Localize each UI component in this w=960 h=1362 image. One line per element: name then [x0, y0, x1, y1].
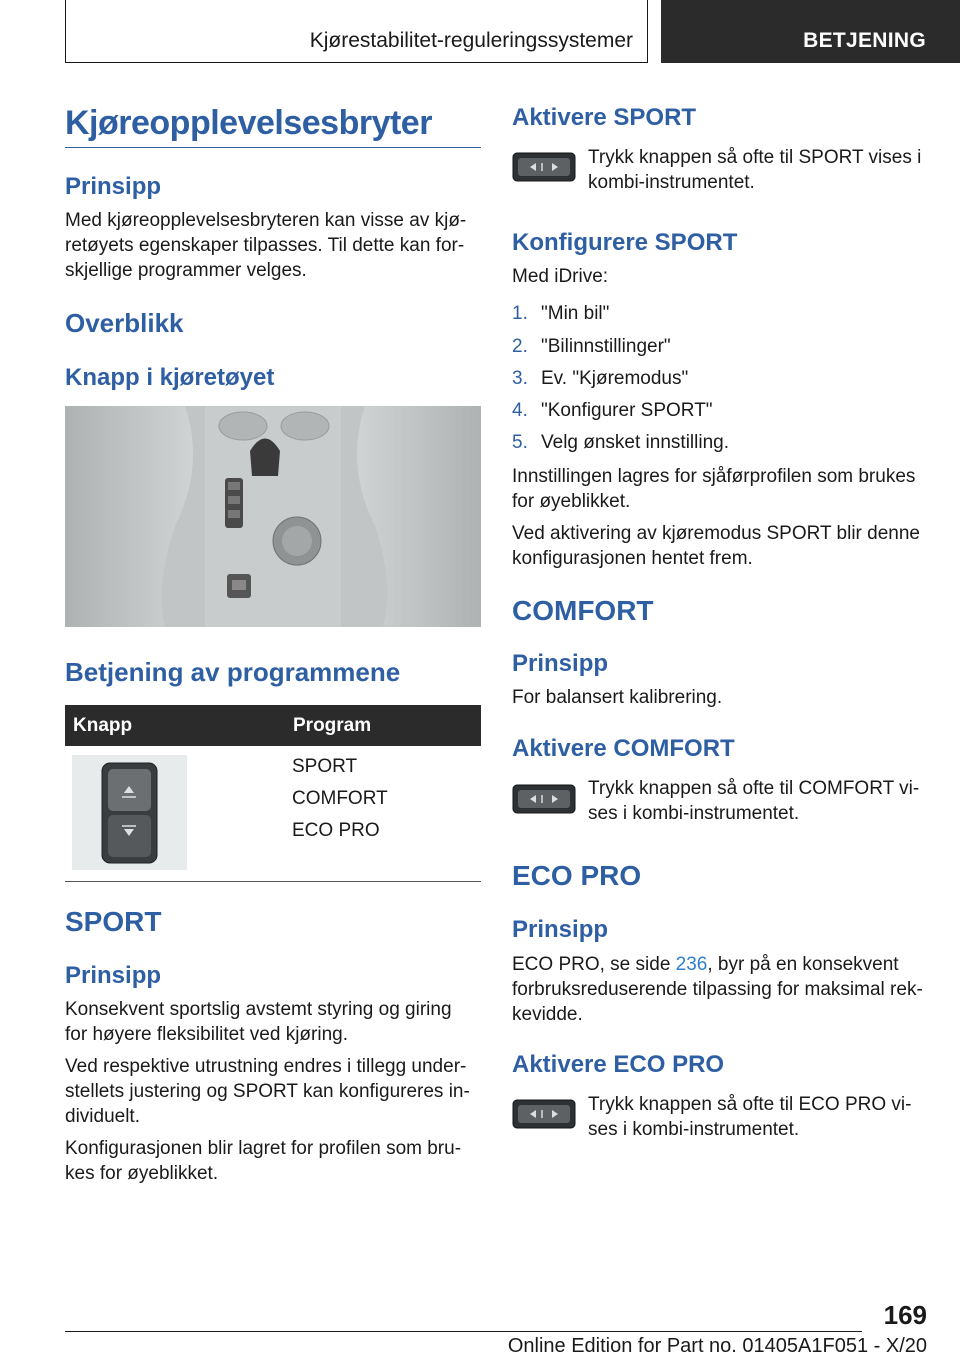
- aktivere-comfort-line-2: ses i kombi-instrumentet.: [588, 803, 800, 824]
- footer-rule: [65, 1331, 862, 1332]
- lagres-line-1: Innstillingen lagres for sjåførprofilen som brukes: [512, 466, 916, 487]
- aktivere-comfort-line-1: Trykk knappen så ofte til COMFORT vi-: [588, 778, 920, 799]
- switch-press-icon: [512, 1099, 576, 1129]
- eco-line-3: kevidde.: [512, 1004, 583, 1025]
- step-5-text: Velg ønsket innstilling.: [541, 432, 729, 453]
- betjening-heading: Betjening av programmene: [65, 657, 401, 687]
- program-sport: SPORT: [292, 756, 358, 777]
- page-236-link[interactable]: 236: [675, 954, 708, 975]
- center-console-illustration: [65, 406, 481, 627]
- step-5-num: 5.: [512, 432, 528, 453]
- col-knapp-header: Knapp: [73, 715, 133, 736]
- sport-heading: SPORT: [65, 906, 162, 937]
- center-console-photo: [65, 406, 481, 627]
- aktivere-eco-heading: Aktivere ECO PRO: [512, 1051, 725, 1078]
- prinsipp-line-2: retøyets egenskaper tilpasses. Til dette kan for-: [65, 235, 465, 256]
- aktivere-comfort-heading: Aktivere COMFORT: [512, 735, 735, 762]
- sport-p2-line-1: Ved respektive utrustning endres i tillegg under-: [65, 1056, 467, 1077]
- ved-aktivering-line-2: konfigurasjonen hentet frem.: [512, 548, 753, 569]
- header-section-title: [65, 0, 648, 63]
- program-comfort: COMFORT: [292, 788, 388, 809]
- aktivere-sport-line-1: Trykk knappen så ofte til SPORT vises i: [588, 147, 922, 168]
- lagres-line-2: for øyeblikket.: [512, 491, 631, 512]
- step-4-num: 4.: [512, 400, 528, 421]
- sport-p3-line-1: Konfigurasjonen blir lagret for profilen som bru-: [65, 1138, 462, 1159]
- eco-line-2: forbruksreduserende tilpassing for maksimal rek-: [512, 979, 923, 1000]
- step-1-num: 1.: [512, 303, 528, 324]
- sport-p1-line-1: Konsekvent sportslig avstemt styring og giring: [65, 999, 452, 1020]
- prinsipp-heading: Prinsipp: [65, 173, 162, 200]
- comfort-heading: COMFORT: [512, 595, 654, 626]
- eco-line-1-pre: ECO PRO, se side: [512, 954, 676, 975]
- step-3-text: Ev. "Kjøremodus": [541, 368, 689, 389]
- page-title: Kjøreopplevelsesbryter: [65, 104, 432, 142]
- comfort-text: For balansert kalibrering.: [512, 687, 723, 708]
- col-program-header: Program: [293, 715, 372, 736]
- sport-p2-line-2: stellets justering og SPORT kan konfigureres in-: [65, 1081, 470, 1102]
- header-section-label: Kjørestabilitet-reguleringssystemer: [309, 29, 633, 52]
- switch-press-icon: [512, 152, 576, 182]
- switch-press-icon: [512, 784, 576, 814]
- sport-p1-line-2: for høyere fleksibilitet ved kjøring.: [65, 1024, 348, 1045]
- eco-line-1: [512, 952, 899, 977]
- step-3-num: 3.: [512, 368, 528, 389]
- aktivere-eco-line-1: Trykk knappen så ofte til ECO PRO vi-: [588, 1094, 912, 1115]
- header-chapter-tab: [661, 0, 960, 63]
- med-idrive: Med iDrive:: [512, 266, 609, 287]
- sport-p3-line-2: kes for øyeblikket.: [65, 1163, 219, 1184]
- programs-table-header: [65, 705, 481, 746]
- program-eco-pro: ECO PRO: [292, 820, 380, 841]
- step-4-text: "Konfigurer SPORT": [541, 400, 713, 421]
- header-chapter-label: BETJENING: [803, 29, 926, 52]
- knapp-heading: Knapp i kjøretøyet: [65, 364, 275, 391]
- aktivere-sport-line-2: kombi-instrumentet.: [588, 172, 755, 193]
- title-rule: [65, 147, 481, 148]
- sport-p2-line-3: dividuelt.: [65, 1106, 140, 1127]
- step-2-num: 2.: [512, 336, 528, 357]
- comfort-prinsipp-heading: Prinsipp: [512, 650, 609, 677]
- prinsipp-line-3: skjellige programmer velges.: [65, 260, 307, 281]
- sport-prinsipp-heading: Prinsipp: [65, 962, 162, 989]
- ved-aktivering-line-1: Ved aktivering av kjøremodus SPORT blir denne: [512, 523, 920, 544]
- eco-heading: ECO PRO: [512, 860, 642, 891]
- konfigurere-heading: Konfigurere SPORT: [512, 229, 738, 256]
- step-1-text: "Min bil": [541, 303, 610, 324]
- eco-prinsipp-heading: Prinsipp: [512, 916, 609, 943]
- prinsipp-line-1: Med kjøreopplevelsesbryteren kan visse av kjø-: [65, 210, 467, 231]
- eco-line-1-post: , byr på en konsekvent: [707, 954, 899, 975]
- rocker-switch-icon: [72, 755, 187, 870]
- edition-footer: Online Edition for Part no. 01405A1F051 - X/20: [507, 1335, 927, 1357]
- overblikk-heading: Overblikk: [65, 308, 184, 338]
- aktivere-sport-heading: Aktivere SPORT: [512, 104, 697, 131]
- table-bottom-rule: [65, 881, 481, 882]
- step-2-text: "Bilinnstillinger": [541, 336, 671, 357]
- page-number: 169: [883, 1300, 927, 1330]
- mode-button-image: [72, 755, 187, 870]
- aktivere-eco-line-2: ses i kombi-instrumentet.: [588, 1119, 800, 1140]
